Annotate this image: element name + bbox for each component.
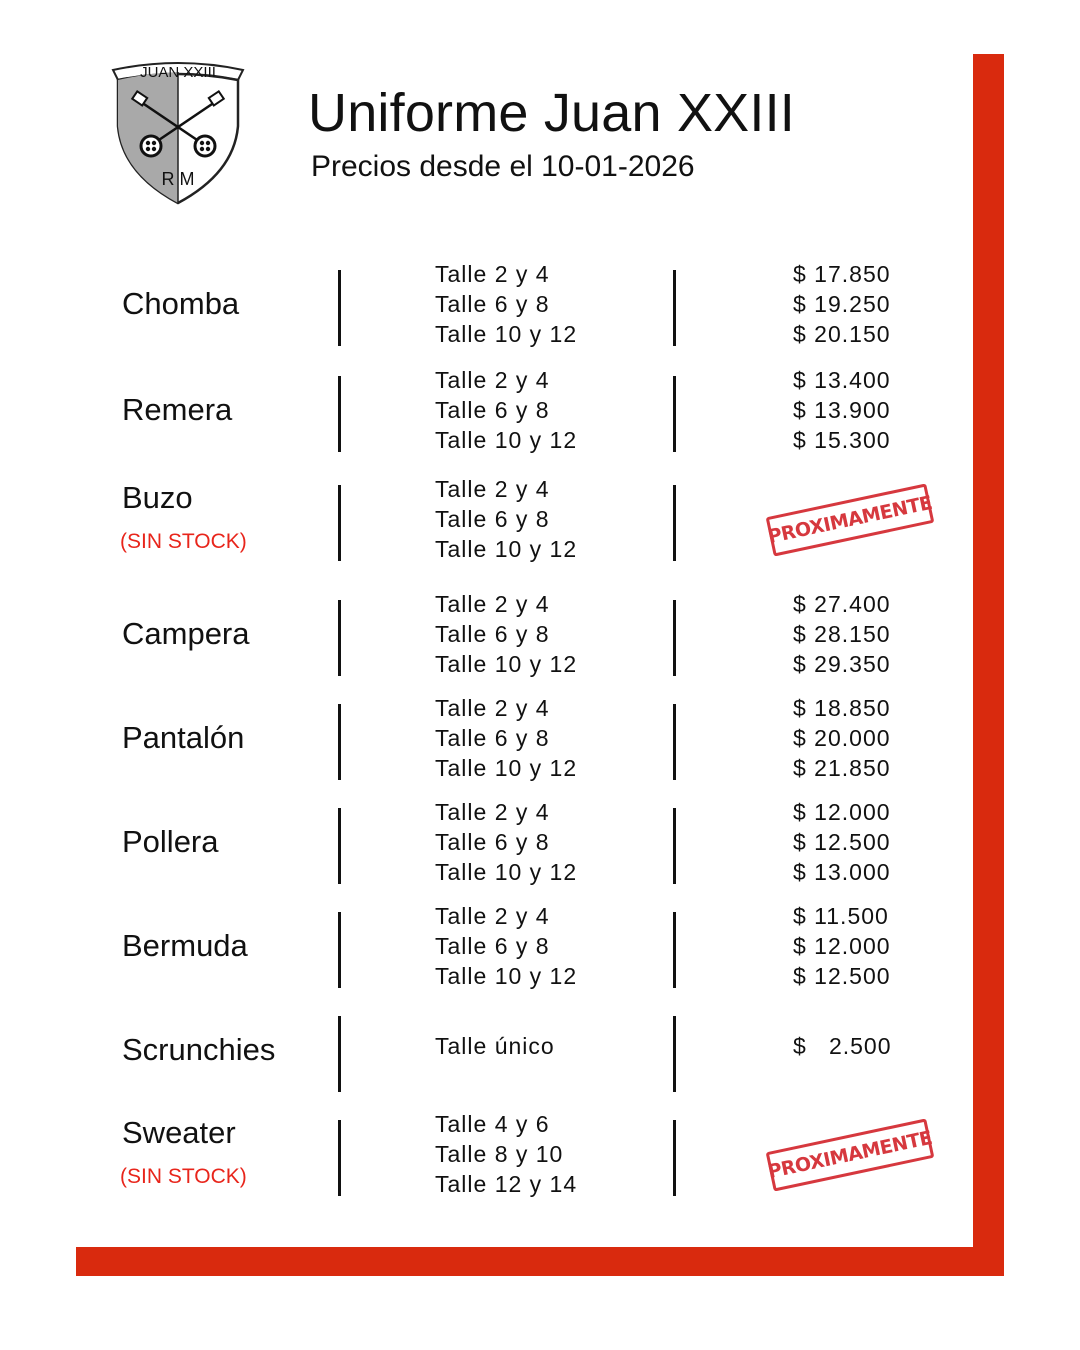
column-divider — [673, 1120, 676, 1196]
column-divider — [673, 704, 676, 780]
product-row-campera — [0, 589, 1080, 679]
size-label: Talle 10 y 12 — [435, 755, 578, 781]
product-name: Campera — [122, 616, 250, 651]
price-list — [793, 901, 891, 991]
price-value: $ 2.500 — [793, 1033, 892, 1059]
price-list — [793, 259, 891, 349]
size-label: Talle 2 y 4 — [435, 695, 550, 721]
product-row-sweater — [0, 1109, 1080, 1199]
column-divider — [338, 912, 341, 988]
product-name: Bermuda — [122, 928, 248, 963]
size-label: Talle 6 y 8 — [435, 397, 550, 423]
product-name: Pantalón — [122, 720, 245, 755]
size-label: Talle 10 y 12 — [435, 963, 578, 989]
price-value: $ 12.500 — [793, 829, 891, 855]
price-value: $ 28.150 — [793, 621, 891, 647]
page-title: Uniforme Juan XXIII — [308, 83, 796, 143]
size-label: Talle 10 y 12 — [435, 321, 578, 347]
column-divider — [673, 376, 676, 452]
price-value: $ 13.400 — [793, 367, 891, 393]
size-label: Talle 6 y 8 — [435, 829, 550, 855]
size-list — [435, 365, 577, 455]
price-value: $ 12.000 — [793, 799, 891, 825]
price-value: $ 13.000 — [793, 859, 891, 885]
product-row-scrunchies — [0, 1005, 1080, 1095]
product-row-chomba — [0, 259, 1080, 349]
product-row-remera — [0, 365, 1080, 455]
svg-text:JUAN XXIII: JUAN XXIII — [140, 64, 216, 81]
price-value: $ 11.500 — [793, 903, 889, 929]
size-label: Talle 8 y 10 — [435, 1141, 564, 1167]
price-value: $ 19.250 — [793, 291, 891, 317]
price-value: $ 29.350 — [793, 651, 891, 677]
price-value: $ 21.850 — [793, 755, 891, 781]
product-row-pollera — [0, 797, 1080, 887]
column-divider — [673, 808, 676, 884]
column-divider — [338, 485, 341, 561]
column-divider — [338, 600, 341, 676]
size-list — [435, 901, 577, 991]
price-value: $ 18.850 — [793, 695, 891, 721]
size-label: Talle 12 y 14 — [435, 1171, 578, 1197]
product-name: Buzo — [122, 480, 193, 515]
size-list — [435, 1109, 577, 1199]
column-divider — [673, 1016, 676, 1092]
column-divider — [338, 1016, 341, 1092]
product-name: Pollera — [122, 824, 219, 859]
size-label: Talle 6 y 8 — [435, 291, 550, 317]
column-divider — [673, 600, 676, 676]
out-of-stock-note: (SIN STOCK) — [120, 1165, 247, 1188]
price-value: $ 12.000 — [793, 933, 891, 959]
size-label: Talle único — [435, 1033, 555, 1059]
column-divider — [338, 270, 341, 346]
price-value: $ 15.300 — [793, 427, 891, 453]
price-value: $ 27.400 — [793, 591, 891, 617]
size-label: Talle 10 y 12 — [435, 427, 578, 453]
column-divider — [338, 376, 341, 452]
product-row-bermuda — [0, 901, 1080, 991]
price-date-subtitle: Precios desde el 10-01-2026 — [311, 150, 695, 183]
size-label: Talle 10 y 12 — [435, 859, 578, 885]
column-divider — [338, 1120, 341, 1196]
svg-text:R M: R M — [161, 169, 195, 189]
size-label: Talle 2 y 4 — [435, 799, 550, 825]
product-name: Sweater — [122, 1115, 236, 1150]
size-label: Talle 4 y 6 — [435, 1111, 550, 1137]
column-divider — [673, 485, 676, 561]
size-label: Talle 2 y 4 — [435, 591, 550, 617]
column-divider — [673, 912, 676, 988]
size-list — [435, 693, 577, 783]
red-frame-bottom — [76, 1247, 1004, 1276]
school-crest-logo — [108, 58, 248, 206]
price-list — [793, 1031, 892, 1061]
proximamente-stamp: PROXIMAMENTE — [766, 1118, 935, 1191]
size-list — [435, 474, 577, 564]
price-list — [793, 365, 891, 455]
size-label: Talle 6 y 8 — [435, 933, 550, 959]
size-label: Talle 2 y 4 — [435, 476, 550, 502]
product-row-buzo — [0, 474, 1080, 564]
price-value: $ 20.150 — [793, 321, 891, 347]
price-list — [793, 797, 891, 887]
size-label: Talle 2 y 4 — [435, 367, 550, 393]
size-list — [435, 259, 577, 349]
size-label: Talle 10 y 12 — [435, 536, 578, 562]
price-value: $ 20.000 — [793, 725, 891, 751]
price-value: $ 17.850 — [793, 261, 891, 287]
product-name: Scrunchies — [122, 1032, 276, 1067]
size-list — [435, 589, 577, 679]
price-list — [793, 589, 891, 679]
product-row-pantalon — [0, 693, 1080, 783]
column-divider — [673, 270, 676, 346]
price-list — [793, 693, 891, 783]
size-label: Talle 6 y 8 — [435, 506, 550, 532]
column-divider — [338, 808, 341, 884]
size-label: Talle 2 y 4 — [435, 903, 550, 929]
size-label: Talle 6 y 8 — [435, 725, 550, 751]
price-value: $ 12.500 — [793, 963, 891, 989]
size-list — [435, 797, 577, 887]
out-of-stock-note: (SIN STOCK) — [120, 530, 247, 553]
column-divider — [338, 704, 341, 780]
proximamente-stamp: PROXIMAMENTE — [766, 483, 935, 556]
size-label: Talle 6 y 8 — [435, 621, 550, 647]
price-value: $ 13.900 — [793, 397, 891, 423]
size-label: Talle 10 y 12 — [435, 651, 578, 677]
size-list — [435, 1031, 555, 1061]
product-name: Chomba — [122, 286, 240, 321]
size-label: Talle 2 y 4 — [435, 261, 550, 287]
product-name: Remera — [122, 392, 233, 427]
